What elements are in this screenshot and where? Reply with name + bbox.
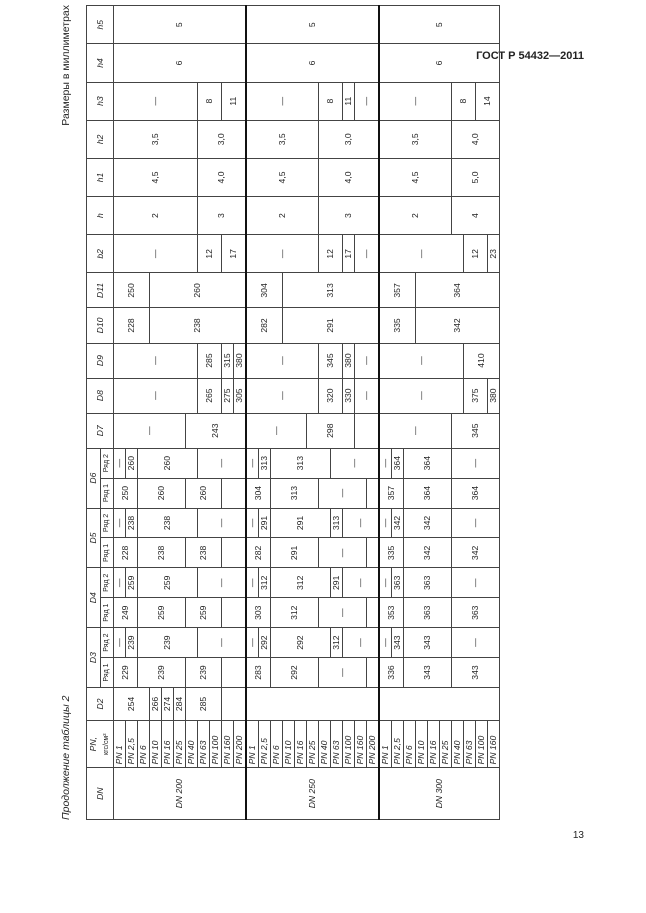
cell-d8: — <box>246 378 319 413</box>
cell-b2: — <box>246 235 319 273</box>
cell-d4r2: — <box>343 568 380 598</box>
cell-d8: 275 <box>222 378 234 413</box>
cell-d4r2: — <box>379 568 392 598</box>
cell-d6r2: 364 <box>392 448 404 478</box>
cell-h3: 11 <box>222 82 247 120</box>
col-h4: h4 <box>87 44 114 82</box>
pn-cell: PN 63 <box>464 720 476 767</box>
cell-d6r2: — <box>379 448 392 478</box>
cell-d5r1: 228 <box>114 538 138 568</box>
continuation-label: Продолжение таблицы 2 <box>60 695 72 820</box>
cell-d10: 335 <box>379 308 416 343</box>
cell-b2: — <box>355 235 380 273</box>
cell-d5r1: 238 <box>186 538 222 568</box>
cell-h1: 4,5 <box>114 158 198 196</box>
cell-d3r2: — <box>452 628 500 658</box>
cell-d4r2: 312 <box>259 568 271 598</box>
col-d11: D11 <box>87 273 114 308</box>
cell-d2 <box>222 687 247 720</box>
cell-h1: 4,5 <box>246 158 319 196</box>
pn-cell: PN 16 <box>428 720 440 767</box>
cell-d6r2: 313 <box>259 448 271 478</box>
cell-b2: 12 <box>319 235 343 273</box>
pn-cell: PN 2,5 <box>259 720 271 767</box>
cell-d10: 342 <box>416 308 500 343</box>
cell-h2: 4,0 <box>452 120 500 158</box>
cell-d11: 357 <box>379 273 416 308</box>
dimensions-table <box>86 5 500 820</box>
cell-d5r2: 313 <box>331 508 343 538</box>
cell-d8: — <box>355 378 380 413</box>
pn-cell: PN 160 <box>222 720 234 767</box>
pn-cell: PN 160 <box>488 720 500 767</box>
cell-d3r2: — <box>198 628 247 658</box>
cell-h3: — <box>114 82 198 120</box>
cell-h: 3 <box>319 197 380 235</box>
table-row <box>379 6 392 820</box>
cell-d6r2: 260 <box>126 448 138 478</box>
cell-d6r1: 357 <box>379 478 404 508</box>
table-row <box>246 6 259 820</box>
cell-d4r1: 303 <box>246 598 271 628</box>
col-h: h <box>87 197 114 235</box>
cell-d7 <box>355 413 380 448</box>
cell-d3r1: 292 <box>271 658 319 688</box>
col-d9: D9 <box>87 343 114 378</box>
cell-d5r1: 342 <box>404 538 452 568</box>
cell-h: 4 <box>452 197 500 235</box>
cell-d10: 238 <box>150 308 247 343</box>
cell-h: 2 <box>114 197 198 235</box>
cell-d4r2: 363 <box>392 568 404 598</box>
cell-d9: — <box>379 343 464 378</box>
cell-d2: 285 <box>186 687 222 720</box>
cell-d3r2: 292 <box>259 628 271 658</box>
cell-d9: 315 <box>222 343 234 378</box>
col-d8: D8 <box>87 378 114 413</box>
cell-h2: 3,5 <box>379 120 452 158</box>
cell-d9: 285 <box>198 343 222 378</box>
pn-cell: PN 10 <box>283 720 295 767</box>
cell-d4r1: 259 <box>186 598 222 628</box>
pn-cell: PN 25 <box>440 720 452 767</box>
cell-d3r1: 239 <box>186 658 222 688</box>
d6-row2: Ряд 2 <box>100 448 114 478</box>
cell-h4: 6 <box>246 44 379 82</box>
cell-d4r1: 363 <box>452 598 500 628</box>
cell-d4r1: 259 <box>138 598 186 628</box>
col-h3: h3 <box>87 82 114 120</box>
cell-d3r1 <box>222 658 247 688</box>
cell-d3r2: 239 <box>126 628 138 658</box>
col-pn: PN, кгс/см² <box>87 720 114 767</box>
col-d6: D6 <box>87 448 101 508</box>
cell-d3r2: 343 <box>404 628 452 658</box>
table-body <box>114 6 500 820</box>
col-b2: b2 <box>87 235 114 273</box>
cell-d3r2: 239 <box>138 628 198 658</box>
col-d4: D4 <box>87 568 101 628</box>
cell-d4r1: 249 <box>114 598 138 628</box>
cell-h2: 3,5 <box>114 120 198 158</box>
cell-b2: — <box>114 235 198 273</box>
pn-cell: PN 100 <box>210 720 222 767</box>
pn-cell: PN 2,5 <box>126 720 138 767</box>
cell-d4r2: 312 <box>271 568 331 598</box>
cell-d5r1: 291 <box>271 538 319 568</box>
cell-d8: 380 <box>488 378 500 413</box>
cell-d3r2: 343 <box>392 628 404 658</box>
cell-d4r1 <box>367 598 380 628</box>
col-h2: h2 <box>87 120 114 158</box>
cell-h3: — <box>379 82 452 120</box>
cell-d11: 313 <box>283 273 380 308</box>
cell-d4r2: 363 <box>404 568 452 598</box>
d5-row1: Ряд 1 <box>100 538 114 568</box>
cell-d5r1: 342 <box>452 538 500 568</box>
cell-h4: 6 <box>114 44 247 82</box>
cell-d3r1: 229 <box>114 658 138 688</box>
cell-d4r2: 259 <box>138 568 198 598</box>
col-d3: D3 <box>87 628 101 688</box>
cell-d5r2: — <box>246 508 259 538</box>
cell-d5r2: — <box>198 508 247 538</box>
cell-d6r2: 313 <box>271 448 331 478</box>
cell-d4r2: 291 <box>331 568 343 598</box>
cell-d5r2: 342 <box>392 508 404 538</box>
cell-d8: 305 <box>234 378 247 413</box>
pn-cell: PN 100 <box>476 720 488 767</box>
cell-d6r2: — <box>331 448 380 478</box>
pn-cell: PN 1 <box>246 720 259 767</box>
cell-d4r1: — <box>319 598 367 628</box>
cell-h3: 14 <box>476 82 500 120</box>
pn-cell: PN 16 <box>162 720 174 767</box>
cell-d9: 380 <box>343 343 355 378</box>
cell-d2 <box>379 687 500 720</box>
cell-d6r2: 364 <box>404 448 452 478</box>
cell-h3: — <box>246 82 319 120</box>
pn-cell: PN 63 <box>198 720 210 767</box>
units-note: Размеры в миллиметрах <box>60 5 72 126</box>
cell-d4r2: — <box>246 568 259 598</box>
cell-d7: — <box>114 413 186 448</box>
cell-h3: 8 <box>198 82 222 120</box>
cell-d8: 330 <box>343 378 355 413</box>
cell-d6r2: — <box>114 448 126 478</box>
cell-h1: 5,0 <box>452 158 500 196</box>
header-row <box>87 6 101 820</box>
cell-d5r2: — <box>452 508 500 538</box>
cell-d5r1 <box>222 538 247 568</box>
page-number: 13 <box>572 830 584 841</box>
pn-cell: PN 40 <box>186 720 198 767</box>
col-d10: D10 <box>87 308 114 343</box>
cell-d3r2: — <box>379 628 392 658</box>
pn-cell: PN 6 <box>271 720 283 767</box>
cell-d3r1: 239 <box>138 658 186 688</box>
cell-d6r1: 260 <box>186 478 222 508</box>
cell-d5r2: — <box>379 508 392 538</box>
pn-cell: PN 6 <box>138 720 150 767</box>
pn-cell: PN 40 <box>452 720 464 767</box>
cell-h1: 4,5 <box>379 158 452 196</box>
col-dn: DN <box>87 768 114 820</box>
cell-d9: 410 <box>464 343 500 378</box>
cell-d11: 260 <box>150 273 247 308</box>
cell-d5r1: 335 <box>379 538 404 568</box>
cell-d9: — <box>355 343 380 378</box>
d6-row1: Ряд 1 <box>100 478 114 508</box>
cell-h3: 8 <box>452 82 476 120</box>
cell-h4: 6 <box>379 44 500 82</box>
dn-cell: DN 250 <box>246 768 379 820</box>
cell-d9: — <box>114 343 198 378</box>
cell-d8: 375 <box>464 378 488 413</box>
col-d5: D5 <box>87 508 101 568</box>
cell-d4r1: 353 <box>379 598 404 628</box>
pn-cell: PN 2,5 <box>392 720 404 767</box>
cell-d3r2: — <box>343 628 380 658</box>
rotated-table-block <box>60 5 591 820</box>
cell-d3r1: — <box>319 658 367 688</box>
d4-row1: Ряд 1 <box>100 598 114 628</box>
cell-d2: 254 <box>114 687 150 720</box>
cell-d7: 345 <box>452 413 500 448</box>
cell-d2: 274 <box>162 687 174 720</box>
cell-h2: 3,0 <box>319 120 380 158</box>
cell-d7: 243 <box>186 413 247 448</box>
cell-d3r1: 343 <box>404 658 452 688</box>
cell-h3: — <box>355 82 380 120</box>
pn-cell: PN 6 <box>404 720 416 767</box>
cell-d6r2: 260 <box>138 448 198 478</box>
cell-b2: 23 <box>488 235 500 273</box>
cell-d10: 291 <box>283 308 380 343</box>
cell-h5: 5 <box>379 6 500 44</box>
cell-d10: 228 <box>114 308 150 343</box>
cell-d3r1: 336 <box>379 658 404 688</box>
cell-h5: 5 <box>114 6 247 44</box>
d3-row1: Ряд 1 <box>100 658 114 688</box>
cell-d3r2: 312 <box>331 628 343 658</box>
pn-cell: PN 200 <box>367 720 380 767</box>
cell-d2 <box>246 687 379 720</box>
dn-cell: DN 200 <box>114 768 247 820</box>
cell-d2: 266 <box>150 687 162 720</box>
cell-d5r1: 282 <box>246 538 271 568</box>
cell-h3: 8 <box>319 82 343 120</box>
cell-d8: — <box>114 378 198 413</box>
d4-row2: Ряд 2 <box>100 568 114 598</box>
cell-d7: — <box>246 413 307 448</box>
cell-d7: — <box>379 413 452 448</box>
cell-h1: 4,0 <box>198 158 247 196</box>
cell-d5r2: — <box>343 508 380 538</box>
pn-cell: PN 10 <box>150 720 162 767</box>
pn-cell: PN 1 <box>379 720 392 767</box>
cell-h: 3 <box>198 197 247 235</box>
pn-cell: PN 160 <box>355 720 367 767</box>
cell-d5r2: 238 <box>138 508 198 538</box>
cell-d9: 345 <box>319 343 343 378</box>
cell-h: 2 <box>379 197 452 235</box>
pn-cell: PN 10 <box>416 720 428 767</box>
cell-d6r1: 364 <box>404 478 452 508</box>
table-row <box>114 6 126 820</box>
cell-b2: 17 <box>222 235 247 273</box>
cell-d4r2: — <box>198 568 247 598</box>
pn-cell: PN 100 <box>343 720 355 767</box>
col-d7: D7 <box>87 413 114 448</box>
cell-d11: 250 <box>114 273 150 308</box>
cell-d3r1: 283 <box>246 658 271 688</box>
cell-h: 2 <box>246 197 319 235</box>
cell-b2: 12 <box>464 235 488 273</box>
cell-d11: 304 <box>246 273 283 308</box>
cell-d6r2: — <box>452 448 500 478</box>
pn-cell: PN 25 <box>174 720 186 767</box>
col-d2: D2 <box>87 687 114 720</box>
cell-d3r2: — <box>246 628 259 658</box>
cell-d2: 284 <box>174 687 186 720</box>
cell-d6r1: — <box>319 478 367 508</box>
cell-d6r1: 304 <box>246 478 271 508</box>
cell-h3: 11 <box>343 82 355 120</box>
cell-d3r1 <box>367 658 380 688</box>
cell-b2: — <box>379 235 464 273</box>
cell-d6r1: 260 <box>138 478 186 508</box>
cell-d6r2: — <box>198 448 247 478</box>
pn-cell: PN 1 <box>114 720 126 767</box>
cell-h1: 4,0 <box>319 158 380 196</box>
col-h5: h5 <box>87 6 114 44</box>
cell-d4r1: 363 <box>404 598 452 628</box>
cell-d6r1: 364 <box>452 478 500 508</box>
cell-d6r1 <box>367 478 380 508</box>
cell-d5r2: 291 <box>259 508 271 538</box>
cell-h5: 5 <box>246 6 379 44</box>
cell-d8: — <box>379 378 464 413</box>
pn-cell: PN 40 <box>319 720 331 767</box>
cell-d3r1: 343 <box>452 658 500 688</box>
cell-d6r2: — <box>246 448 259 478</box>
cell-d5r1: 238 <box>138 538 186 568</box>
cell-d8: 265 <box>198 378 222 413</box>
cell-d5r1 <box>367 538 380 568</box>
cell-d5r2: 238 <box>126 508 138 538</box>
pn-cell: PN 25 <box>307 720 319 767</box>
cell-h2: 3,0 <box>198 120 247 158</box>
cell-d6r1 <box>222 478 247 508</box>
cell-d5r2: — <box>114 508 126 538</box>
cell-d4r2: 259 <box>126 568 138 598</box>
pn-cell: PN 200 <box>234 720 247 767</box>
d3-row2: Ряд 2 <box>100 628 114 658</box>
cell-d8: 320 <box>319 378 343 413</box>
cell-d7: 298 <box>307 413 355 448</box>
cell-d5r1: — <box>319 538 367 568</box>
cell-d4r2: — <box>452 568 500 598</box>
cell-d5r2: 291 <box>271 508 331 538</box>
cell-d4r2: — <box>114 568 126 598</box>
cell-d11: 364 <box>416 273 500 308</box>
cell-d9: — <box>246 343 319 378</box>
cell-b2: 17 <box>343 235 355 273</box>
cell-d9: 380 <box>234 343 247 378</box>
pn-cell: PN 16 <box>295 720 307 767</box>
cell-d3r2: — <box>114 628 126 658</box>
cell-d4r1 <box>222 598 247 628</box>
cell-d10: 282 <box>246 308 283 343</box>
cell-d4r1: 312 <box>271 598 319 628</box>
pn-cell: PN 63 <box>331 720 343 767</box>
cell-b2: 12 <box>198 235 222 273</box>
dn-cell: DN 300 <box>379 768 500 820</box>
cell-d3r2: 292 <box>271 628 331 658</box>
cell-d6r1: 250 <box>114 478 138 508</box>
cell-h2: 3,5 <box>246 120 319 158</box>
cell-d6r1: 313 <box>271 478 319 508</box>
cell-d5r2: 342 <box>404 508 452 538</box>
d5-row2: Ряд 2 <box>100 508 114 538</box>
doc-header: ГОСТ Р 54432—2011 <box>476 50 584 62</box>
col-h1: h1 <box>87 158 114 196</box>
pn-unit: кгс/см² <box>103 733 110 755</box>
